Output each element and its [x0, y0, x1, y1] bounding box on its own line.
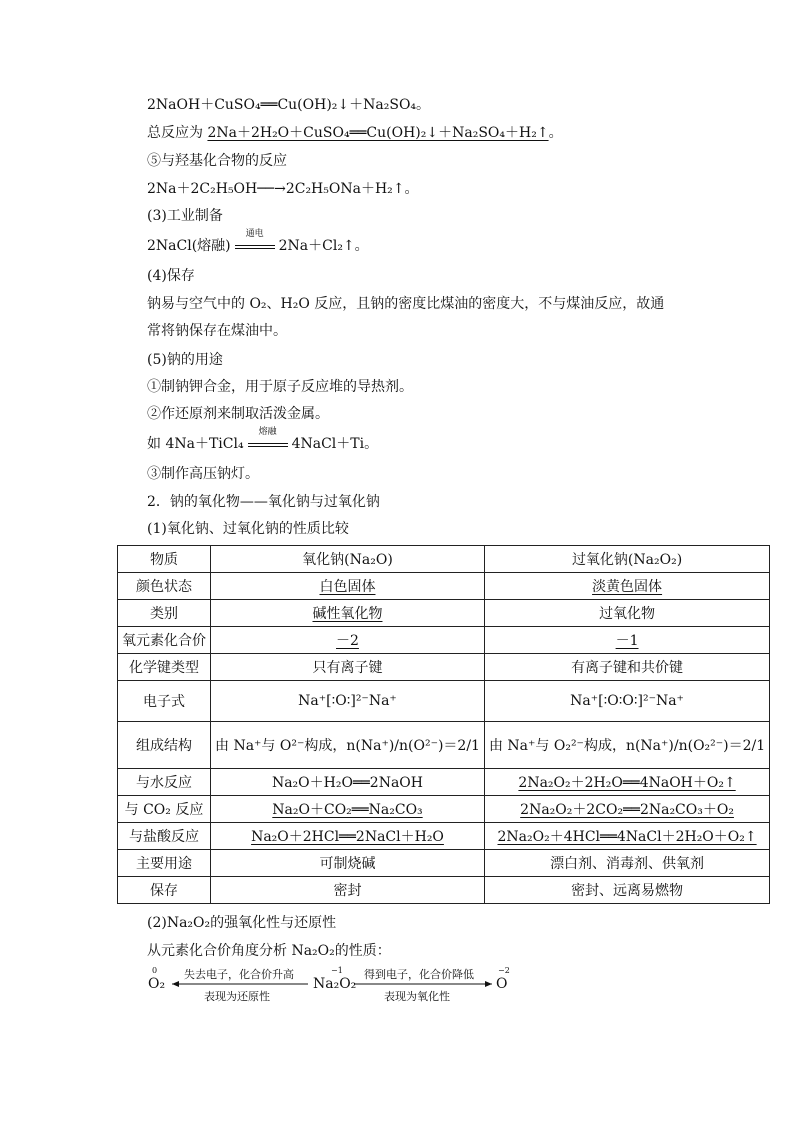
table-cell: 2Na₂O₂＋2H₂O══4NaOH＋O₂↑: [518, 775, 736, 791]
table-cell: Na₂O＋CO₂══Na₂CO₃: [272, 802, 423, 818]
table-row: [118, 600, 770, 627]
row-label: 与水反应: [118, 769, 211, 796]
reaction-condition-arrow: [235, 229, 275, 255]
table-cell: 淡黄色固体: [592, 579, 663, 595]
table-cell: 有离子键和共价键: [484, 654, 769, 681]
table-cell: 碱性氧化物: [312, 606, 383, 622]
row-label: 组成结构: [118, 722, 211, 769]
hydroxyl-equation: 2Na＋2C₂H₅OH──→2C₂H₅ONa＋H₂↑。: [147, 181, 419, 197]
industrial-eq-right: 2Na＋Cl₂↑。: [278, 238, 369, 254]
table-cell: Na₂O＋2HCl══2NaCl＋H₂O: [251, 829, 444, 845]
table-row: [118, 769, 770, 796]
reaction-condition-arrow: [248, 427, 288, 453]
table-cell: 过氧化物: [484, 600, 769, 627]
table-header-row: [118, 546, 770, 573]
table-row: [118, 654, 770, 681]
use-2-equation: [147, 427, 379, 453]
table-cell: －2: [336, 633, 359, 649]
right-species: O: [496, 976, 508, 992]
left-arrow-bottom-label: 表现为还原性: [204, 990, 270, 1003]
table-cell: 漂白剂、消毒剂、供氧剂: [484, 850, 769, 877]
industrial-eq-left: 2NaCl(熔融): [147, 238, 231, 254]
left-arrow-top-label: 失去电子，化合价升高: [184, 968, 294, 981]
row-label: 化学键类型: [118, 654, 211, 681]
redox-heading: (2)Na₂O₂的强氧化性与还原性: [147, 915, 337, 931]
table-cell: 由 Na⁺与 O₂²⁻构成，n(Na⁺)/n(O₂²⁻)＝2/1: [484, 722, 769, 769]
industrial-heading: (3)工业制备: [147, 208, 223, 224]
left-species: O₂: [148, 976, 166, 992]
row-label: 颜色状态: [118, 573, 211, 600]
table-row: [118, 796, 770, 823]
center-valence: −1: [331, 966, 343, 975]
left-valence: 0: [152, 966, 158, 975]
table-cell: －1: [615, 633, 639, 649]
use-3: ③制作高压钠灯。: [147, 466, 259, 482]
table-row: [118, 681, 770, 722]
row-label: 与盐酸反应: [118, 823, 211, 850]
use2-eq-left: 如 4Na＋TiCl₄: [147, 436, 244, 452]
table-cell: 白色固体: [319, 579, 376, 595]
compare-heading: (1)氧化钠、过氧化钠的性质比较: [147, 521, 349, 537]
row-label: 与 CO₂ 反应: [118, 796, 211, 823]
section2-heading: 2．钠的氧化物——氧化钠与过氧化钠: [147, 494, 380, 510]
table-row: [118, 573, 770, 600]
table-cell: 可制烧碱: [211, 850, 485, 877]
use-2: ②作还原剂来制取活泼金属。: [147, 406, 329, 422]
storage-text: 钠易与空气中的 O₂、H₂O 反应，且钠的密度比煤油的密度大，不与煤油反应，故通常将钠保存在煤油中。: [147, 296, 665, 339]
total-reaction-equation: 2Na＋2H₂O＋CuSO₄══Cu(OH)₂↓＋Na₂SO₄＋H₂↑: [207, 125, 549, 141]
left-arrow-head: [172, 981, 179, 987]
table-row: [118, 850, 770, 877]
reaction-naoh-cuso4: 2NaOH＋CuSO₄══Cu(OH)₂↓＋Na₂SO₄。: [147, 97, 431, 113]
storage-heading: (4)保存: [147, 268, 195, 284]
right-arrow-head: [485, 981, 492, 987]
condition-label: 通电: [245, 229, 264, 239]
header-cell: 氧化钠(Na₂O): [211, 546, 485, 573]
table-cell: 只有离子键: [211, 654, 485, 681]
redox-arrows: [148, 966, 548, 1006]
table-cell: Na₂O＋H₂O══2NaOH: [211, 769, 485, 796]
table-row: [118, 877, 770, 904]
total-reaction-suffix: 。: [548, 125, 563, 141]
header-cell: 过氧化钠(Na₂O₂): [484, 546, 769, 573]
table-cell: 由 Na⁺与 O²⁻构成，n(Na⁺)/n(O²⁻)＝2/1: [211, 722, 485, 769]
table-row: [118, 627, 770, 654]
row-label: 氧元素化合价: [118, 627, 211, 654]
table-cell: 2Na₂O₂＋2CO₂══2Na₂CO₃＋O₂: [520, 802, 734, 818]
right-arrow-top-label: 得到电子，化合价降低: [364, 968, 474, 981]
electron-formula: Na⁺[∶O∶]²⁻Na⁺: [211, 681, 485, 722]
right-arrow-bottom-label: 表现为氧化性: [384, 990, 450, 1003]
table-row: [118, 823, 770, 850]
redox-diagram: [148, 966, 548, 1006]
table-cell: 密封、远离易燃物: [484, 877, 769, 904]
table-cell: 密封: [211, 877, 485, 904]
row-label: 保存: [118, 877, 211, 904]
header-cell: 物质: [118, 546, 211, 573]
total-reaction-prefix: 总反应为: [147, 125, 208, 141]
uses-heading: (5)钠的用途: [147, 352, 223, 368]
row-label: 类别: [118, 600, 211, 627]
condition-label: 熔融: [258, 427, 277, 437]
hydroxyl-heading: ⑤与羟基化合物的反应: [147, 153, 287, 169]
table-cell: 2Na₂O₂＋4HCl══4NaCl＋2H₂O＋O₂↑: [497, 829, 757, 845]
industrial-equation: [147, 229, 369, 255]
use-1: ①制钠钾合金，用于原子反应堆的导热剂。: [147, 379, 413, 395]
row-label: 主要用途: [118, 850, 211, 877]
center-species: Na₂O₂: [313, 976, 357, 992]
total-reaction: [147, 124, 563, 142]
row-label: 电子式: [118, 681, 211, 722]
redox-intro: 从元素化合价角度分析 Na₂O₂的性质：: [147, 943, 391, 959]
use2-eq-right: 4NaCl＋Ti。: [291, 436, 379, 452]
right-valence: −2: [498, 966, 510, 975]
electron-formula: Na⁺[∶O∶O∶]²⁻Na⁺: [484, 681, 769, 722]
oxide-comparison-table: [117, 545, 770, 904]
table-row: [118, 722, 770, 769]
